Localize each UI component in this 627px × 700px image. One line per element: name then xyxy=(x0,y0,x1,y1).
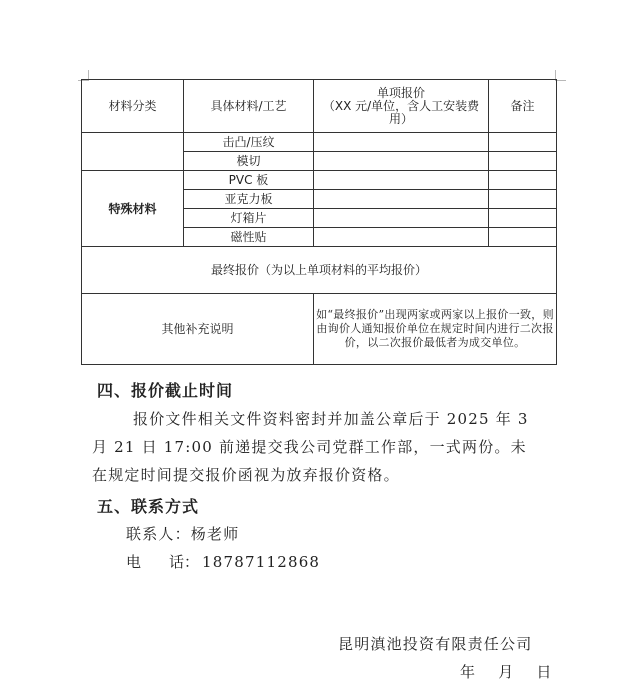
price-cell xyxy=(314,133,489,152)
header-price-subtitle: （XX 元/单位，含人工安装费用） xyxy=(322,98,480,126)
phone-label xyxy=(126,551,202,572)
header-price-title: 单项报价 xyxy=(376,85,425,100)
remark-cell xyxy=(489,152,557,171)
remark-cell xyxy=(489,133,557,152)
material-cell: 亚克力板 xyxy=(184,190,314,209)
phone-number: 18787112868 xyxy=(202,553,321,571)
notes-label: 其他补充说明 xyxy=(82,294,314,365)
remark-cell xyxy=(489,190,557,209)
remark-cell xyxy=(489,171,557,190)
deadline-paragraph-line3: 在规定时间提交报价函视为放弃报价资格。 xyxy=(92,466,400,484)
price-cell xyxy=(314,228,489,247)
contact-person: 联系人：杨老师 xyxy=(126,525,240,543)
signature-date xyxy=(460,661,553,682)
phone-label-part2: 话： xyxy=(169,553,200,571)
remark-cell xyxy=(489,228,557,247)
date-day: 日 xyxy=(536,663,553,681)
price-cell xyxy=(314,209,489,228)
table-row xyxy=(82,171,557,190)
material-cell: 灯箱片 xyxy=(184,209,314,228)
date-month: 月 xyxy=(498,663,515,681)
final-price-row xyxy=(82,247,557,294)
notes-row xyxy=(82,294,557,365)
final-price-label: 最终报价（为以上单项材料的平均报价） xyxy=(82,247,557,294)
price-cell xyxy=(314,190,489,209)
remark-cell xyxy=(489,209,557,228)
material-cell: 模切 xyxy=(184,152,314,171)
contact-phone xyxy=(126,551,320,572)
header-material: 具体材料/工艺 xyxy=(184,80,314,133)
material-cell: PVC 板 xyxy=(184,171,314,190)
section-heading-contact: 五、联系方式 xyxy=(97,497,200,516)
date-year: 年 xyxy=(460,663,477,681)
material-cell: 击凸/压纹 xyxy=(184,133,314,152)
notes-text: 如“最终报价”出现两家或两家以上报价一致，则由询价人通知报价单位在规定时间内进行二次报价，以二次报价最低者为成交单位。 xyxy=(314,294,557,365)
header-remark: 备注 xyxy=(489,80,557,133)
material-cell: 磁性贴 xyxy=(184,228,314,247)
section-heading-deadline: 四、报价截止时间 xyxy=(97,381,234,400)
deadline-paragraph-line1: 报价文件相关文件资料密封并加盖公章后于 2025 年 3 xyxy=(133,410,529,428)
category-cell-special: 特殊材料 xyxy=(82,171,184,247)
price-cell xyxy=(314,171,489,190)
price-cell xyxy=(314,152,489,171)
table-row xyxy=(82,133,557,152)
category-cell-empty xyxy=(82,133,184,171)
signature-company: 昆明滇池投资有限责任公司 xyxy=(338,635,533,653)
header-price xyxy=(314,80,489,133)
header-category: 材料分类 xyxy=(82,80,184,133)
table-header-row xyxy=(82,80,557,133)
quote-table xyxy=(81,79,557,365)
phone-label-part1: 电 xyxy=(126,553,142,571)
deadline-paragraph-line2: 月 21 日 17:00 前递提交我公司党群工作部，一式两份。未 xyxy=(92,438,527,456)
